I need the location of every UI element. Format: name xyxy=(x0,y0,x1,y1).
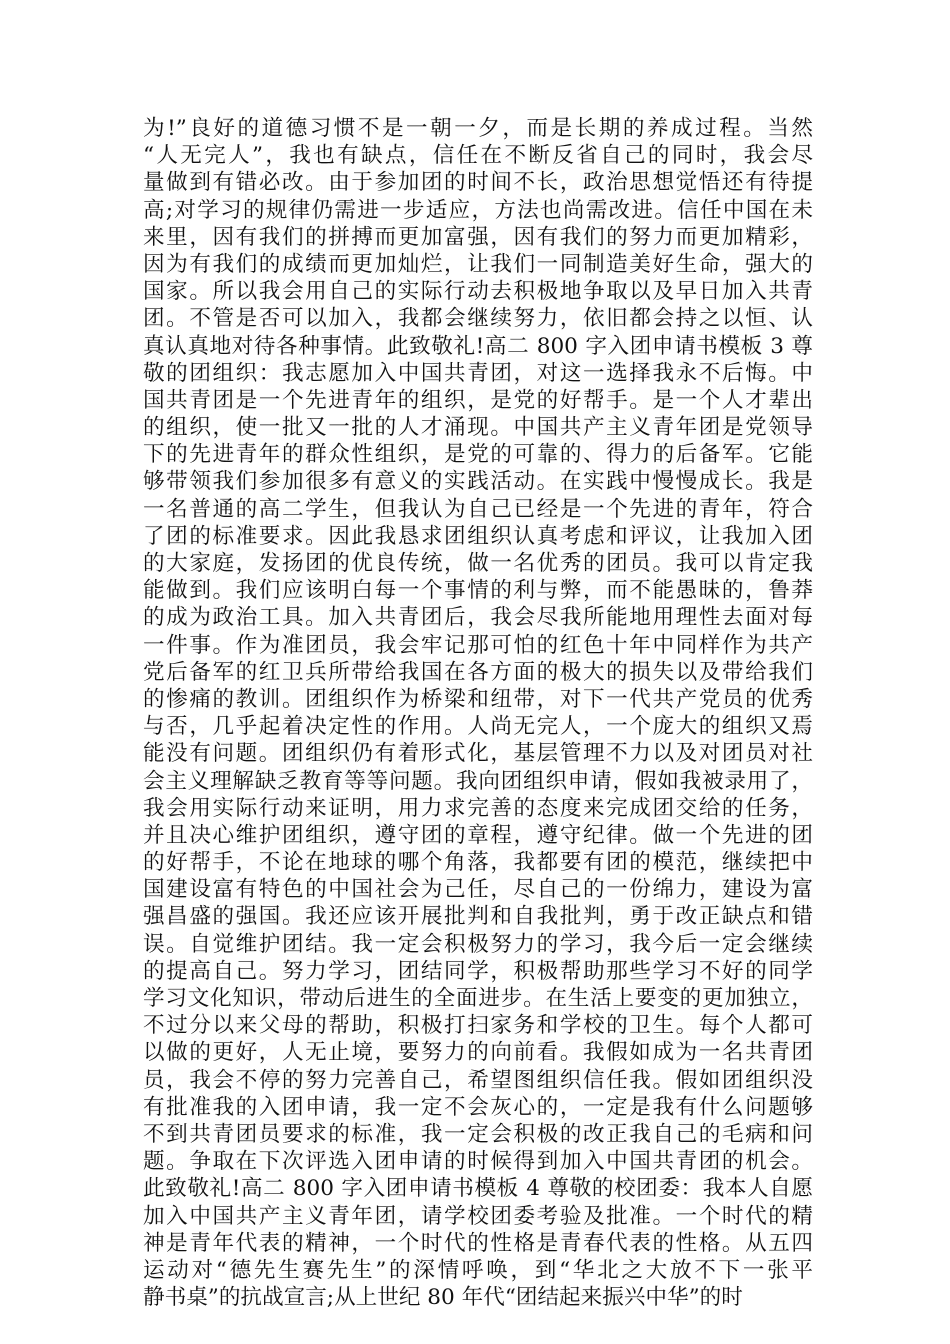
text-line: 一名普通的高二学生，但我认为自己已经是一个先进的青年，符合 xyxy=(143,496,813,522)
text-line: 的好帮手，不论在地球的哪个角落，我都要有团的模范，继续把中 xyxy=(143,850,813,876)
document-body xyxy=(143,115,813,1311)
text-line: 运动对“德先生赛先生”的深情呼唤，到“华北之大放不下一张平 xyxy=(143,1257,813,1283)
text-line: 的大家庭，发扬团的优良传统，做一名优秀的团员。我可以肯定我 xyxy=(143,551,813,576)
text-line: 能没有问题。团组织仍有着形式化，基层管理不力以及对团员对社 xyxy=(143,741,813,767)
text-line: 加入中国共产主义青年团，请学校团委考验及批准。一个时代的精 xyxy=(143,1203,813,1229)
text-line: 团。不管是否可以加入，我都会继续努力，依旧都会持之以恒、认 xyxy=(143,306,813,332)
text-line: 的提高自己。努力学习，团结同学，积极帮助那些学习不好的同学 xyxy=(143,958,813,984)
text-line: 静书桌”的抗战宣言;从上世纪 80 年代“团结起来振兴中华”的时 xyxy=(143,1285,743,1311)
text-line: 的惨痛的教训。团组织作为桥梁和纽带，对下一代共产党员的优秀 xyxy=(143,686,813,712)
text-line: 量做到有错必改。由于参加团的时间不长，政治思想觉悟还有待提 xyxy=(143,170,813,196)
text-line: 并且决心维护团组织，遵守团的章程，遵守纪律。做一个先进的团 xyxy=(143,822,813,848)
text-line: 题。争取在下次评选入团申请的时候得到加入中国共青团的机会。 xyxy=(143,1149,813,1175)
text-line: 与否，几乎起着决定性的作用。人尚无完人，一个庞大的组织又焉 xyxy=(143,714,813,740)
text-line: 有批准我的入团申请，我一定不会灰心的，一定是我有什么问题够 xyxy=(143,1094,813,1120)
text-line: 不到共青团员要求的标准，我一定会积极的改正我自己的毛病和问 xyxy=(143,1121,813,1147)
text-line: 敬的团组织：我志愿加入中国共青团，对这一选择我永不后悔。中 xyxy=(143,360,813,386)
text-line: 的成为政治工具。加入共青团后，我会尽我所能地用理性去面对每 xyxy=(143,605,813,631)
text-line: 误。自觉维护团结。我一定会积极努力的学习，我今后一定会继续 xyxy=(143,931,813,957)
text-line: 高;对学习的规律仍需进一步适应，方法也尚需改进。信任中国在未 xyxy=(143,197,813,223)
text-line: 国家。所以我会用自己的实际行动去积极地争取以及早日加入共青 xyxy=(143,279,813,305)
text-line: 员，我会不停的努力完善自己，希望图组织信任我。假如团组织没 xyxy=(143,1067,813,1093)
text-line: 此致敬礼!高二 800 字入团申请书模板 4 尊敬的校团委：我本人自愿 xyxy=(143,1176,813,1202)
text-line: 强昌盛的强国。我还应该开展批判和自我批判，勇于改正缺点和错 xyxy=(143,904,813,930)
text-line: “人无完人”，我也有缺点，信任在不断反省自己的同时，我会尽 xyxy=(143,143,813,169)
text-line: 一件事。作为准团员，我会牢记那可怕的红色十年中同样作为共产 xyxy=(143,632,813,658)
text-line: 不过分以来父母的帮助，积极打扫家务和学校的卫生。每个人都可 xyxy=(143,1013,813,1039)
text-line: 下的先进青年的群众性组织，是党的可靠的、得力的后备军。它能 xyxy=(143,442,813,468)
text-line: 真认真地对待各种事情。此致敬礼!高二 800 字入团申请书模板 3 尊 xyxy=(143,333,813,359)
text-line: 我会用实际行动来证明，用力求完善的态度来完成团交给的任务， xyxy=(143,795,813,821)
text-line: 国建设富有特色的中国社会为己任，尽自己的一份绵力，建设为富 xyxy=(143,877,813,903)
text-line: 能做到。我们应该明白每一个事情的利与弊，而不能愚昧的，鲁莽 xyxy=(143,578,813,604)
text-line: 来里，因有我们的拼搏而更加富强，因有我们的努力而更加精彩， xyxy=(143,224,813,250)
text-line: 国共青团是一个先进青年的组织，是党的好帮手。是一个人才辈出 xyxy=(143,387,813,413)
text-line: 学习文化知识，带动后进生的全面进步。在生活上要变的更加独立， xyxy=(143,986,813,1011)
text-line: 够带领我们参加很多有意义的实践活动。在实践中慢慢成长。我是 xyxy=(143,469,813,495)
text-line: 为!”良好的道德习惯不是一朝一夕，而是长期的养成过程。当然 xyxy=(143,116,813,141)
text-line: 了团的标准要求。因此我恳求团组织认真考虑和评议，让我加入团 xyxy=(143,523,813,549)
text-line: 以做的更好，人无止境，要努力的向前看。我假如成为一名共青团 xyxy=(143,1040,813,1066)
text-line: 神是青年代表的精神，一个时代的性格是青春代表的性格。从五四 xyxy=(143,1230,813,1256)
text-line: 的组织，使一批又一批的人才涌现。中国共产主义青年团是党领导 xyxy=(143,415,813,441)
text-line: 会主义理解缺乏教育等等问题。我向团组织申请，假如我被录用了， xyxy=(143,768,813,794)
text-line: 党后备军的红卫兵所带给我国在各方面的极大的损失以及带给我们 xyxy=(143,659,813,685)
text-line: 因为有我们的成绩而更加灿烂，让我们一同制造美好生命，强大的 xyxy=(143,251,813,277)
